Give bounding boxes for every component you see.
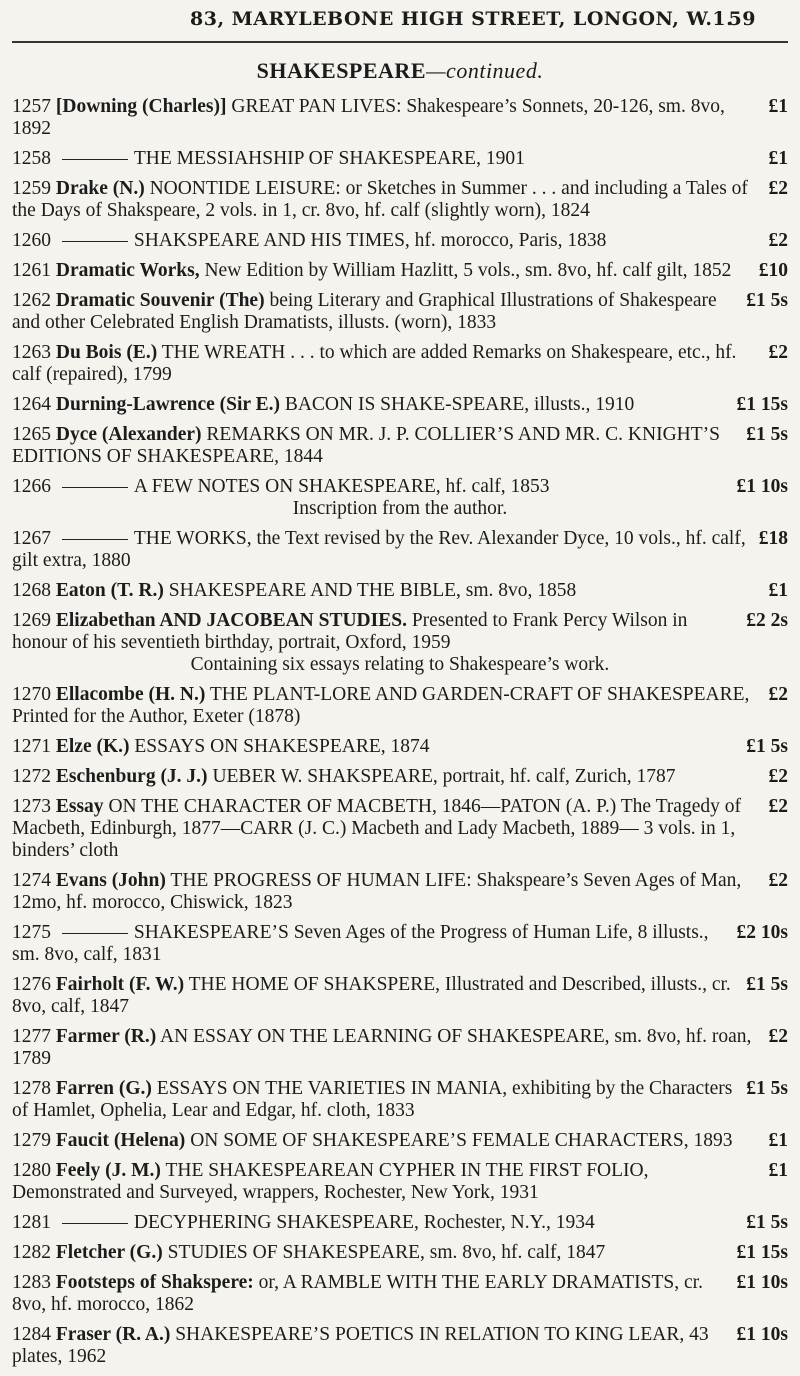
list-item — [12, 974, 788, 1018]
list-item — [12, 260, 788, 282]
entry-price: £1 — [768, 148, 788, 169]
lot-number: 1261 — [12, 260, 51, 281]
entry-description: SHAKSPEARE AND HIS TIMES, hf. morocco, Paris, 1838 — [133, 230, 607, 251]
entry-list — [12, 96, 788, 1376]
lot-number: 1272 — [12, 766, 51, 787]
list-item — [12, 796, 788, 862]
entry-price: £2 — [768, 178, 788, 199]
lot-number: 1264 — [12, 394, 51, 415]
entry-price: £2 — [768, 870, 788, 891]
entry-price: £18 — [758, 528, 788, 549]
entry-author: Dyce (Alexander) — [55, 424, 202, 445]
section-continued: —continued. — [426, 58, 544, 83]
lot-number: 1278 — [12, 1078, 51, 1099]
entry-text — [12, 1212, 788, 1234]
entry-author: Evans (John) — [55, 870, 166, 891]
lot-number: 1260 — [12, 230, 51, 251]
lot-number: 1274 — [12, 870, 51, 891]
entry-price: £2 10s — [736, 922, 788, 943]
entry-text — [12, 796, 788, 862]
entry-author: Fraser (R. A.) — [55, 1324, 171, 1345]
lot-number: 1257 — [12, 96, 51, 117]
entry-description: ON SOME OF SHAKESPEARE’S FEMALE CHARACTERS, 1893 — [190, 1130, 733, 1151]
entry-author: Fairholt (F. W.) — [55, 974, 185, 995]
lot-number: 1280 — [12, 1160, 51, 1181]
entry-description: Presented to Frank Percy Wilson in honour of his seventieth birthday, portrait, Oxford, 1959 — [12, 610, 688, 653]
entry-price: £1 5s — [746, 290, 788, 311]
entry-description: SHAKESPEARE’S Seven Ages of the Progress of Human Life, 8 illusts., sm. 8vo, calf, 1831 — [12, 922, 709, 965]
entry-price: £2 — [768, 230, 788, 251]
lot-number: 1273 — [12, 796, 51, 817]
entry-description: THE HOME OF SHAKSPERE, Illustrated and Described, illusts., cr. 8vo, calf, 1847 — [12, 974, 731, 1017]
entry-author: Dramatic Souvenir (The) — [55, 290, 265, 311]
lot-number: 1271 — [12, 736, 51, 757]
entry-author: Footsteps of Shakspere: — [55, 1272, 254, 1293]
entry-price: £2 — [768, 684, 788, 705]
entry-text — [12, 580, 788, 602]
entry-description: A FEW NOTES ON SHAKESPEARE, hf. calf, 1853 — [133, 476, 550, 497]
entry-price: £2 — [768, 766, 788, 787]
entry-text — [12, 1130, 788, 1152]
lot-number: 1282 — [12, 1242, 51, 1263]
entry-author: Eaton (T. R.) — [55, 580, 164, 601]
section-title-text: SHAKESPEARE — [256, 58, 426, 83]
entry-description: THE PLANT-LORE AND GARDEN-CRAFT OF SHAKESPEARE, Printed for the Author, Exeter (1878) — [12, 684, 750, 727]
list-item — [12, 230, 788, 252]
entry-description: REMARKS ON MR. J. P. COLLIER’S AND MR. C. KNIGHT’S EDITIONS OF SHAKESPEARE, 1844 — [12, 424, 720, 467]
entry-price: £2 — [768, 342, 788, 363]
lot-number: 1270 — [12, 684, 51, 705]
entry-text — [12, 1026, 788, 1070]
list-item — [12, 922, 788, 966]
lot-number: 1283 — [12, 1272, 51, 1293]
entry-text — [12, 610, 788, 654]
list-item — [12, 766, 788, 788]
entry-text — [12, 736, 788, 758]
list-item — [12, 1272, 788, 1316]
entry-text — [12, 342, 788, 386]
section-title — [0, 58, 800, 84]
entry-description: SHAKESPEARE’S POETICS IN RELATION TO KING LEAR, 43 plates, 1962 — [12, 1324, 709, 1367]
entry-author: Du Bois (E.) — [55, 342, 158, 363]
entry-price: £1 10s — [736, 1324, 788, 1345]
entry-price: £1 15s — [736, 1242, 788, 1263]
entry-price: £1 — [768, 580, 788, 601]
lot-number: 1269 — [12, 610, 51, 631]
entry-text — [12, 766, 788, 788]
entry-text — [12, 974, 788, 1018]
entry-note: Containing six essays relating to Shakespeare’s work. — [190, 654, 610, 675]
entry-text — [12, 96, 788, 140]
shop-address: 83, MARYLEBONE HIGH STREET, LONGON, W.1. — [190, 8, 734, 30]
lot-number: 1266 — [12, 476, 51, 497]
entry-text — [12, 684, 788, 728]
ditto-rule — [62, 241, 128, 242]
entry-author: Drake (N.) — [55, 178, 145, 199]
lot-number: 1265 — [12, 424, 51, 445]
entry-description: or, A RAMBLE WITH THE EARLY DRAMATISTS, cr. 8vo, hf. morocco, 1862 — [12, 1272, 703, 1315]
list-item — [12, 610, 788, 676]
entry-author: Farmer (R.) — [55, 1026, 157, 1047]
list-item — [12, 1130, 788, 1152]
entry-author: Eschenburg (J. J.) — [55, 766, 208, 787]
list-item — [12, 1212, 788, 1234]
entry-description: AN ESSAY ON THE LEARNING OF SHAKESPEARE, sm. 8vo, hf. roan, 1789 — [12, 1026, 752, 1069]
running-head — [0, 6, 800, 34]
entry-description: STUDIES OF SHAKESPEARE, sm. 8vo, hf. calf, 1847 — [167, 1242, 606, 1263]
entry-description: THE MESSIAHSHIP OF SHAKESPEARE, 1901 — [133, 148, 525, 169]
list-item — [12, 148, 788, 170]
ditto-rule — [62, 159, 128, 160]
entry-text — [12, 1160, 788, 1204]
list-item — [12, 1242, 788, 1264]
lot-number: 1275 — [12, 922, 51, 943]
entry-author: Durning-Lawrence (Sir E.) — [55, 394, 280, 415]
entry-description: DECYPHERING SHAKESPEARE, Rochester, N.Y., 1934 — [133, 1212, 595, 1233]
ditto-rule — [62, 539, 128, 540]
entry-author: Essay — [55, 796, 104, 817]
entry-description: THE PROGRESS OF HUMAN LIFE: Shakspeare’s Seven Ages of Man, 12mo, hf. morocco, Chiswick, 1823 — [12, 870, 742, 913]
entry-price: £10 — [758, 260, 788, 281]
ditto-rule — [62, 487, 128, 488]
entry-author: Fletcher (G.) — [55, 1242, 163, 1263]
entry-text — [12, 424, 788, 468]
entry-description: New Edition by William Hazlitt, 5 vols., sm. 8vo, hf. calf gilt, 1852 — [204, 260, 732, 281]
entry-description: being Literary and Graphical Illustrations of Shakespeare and other Celebrated English Dramatists, illusts. (worn), 1833 — [12, 290, 717, 333]
lot-number: 1284 — [12, 1324, 51, 1345]
entry-text — [12, 230, 788, 252]
entry-description: UEBER W. SHAKSPEARE, portrait, hf. calf, Zurich, 1787 — [212, 766, 676, 787]
entry-description: NOONTIDE LEISURE: or Sketches in Summer . . . and including a Tales of the Days of Shakspeare, 2 vols. in 1, cr. 8vo, hf. calf (slightly worn), 1824 — [12, 178, 748, 221]
list-item — [12, 1160, 788, 1204]
lot-number: 1281 — [12, 1212, 51, 1233]
lot-number: 1277 — [12, 1026, 51, 1047]
lot-number: 1262 — [12, 290, 51, 311]
lot-number: 1279 — [12, 1130, 51, 1151]
list-item — [12, 736, 788, 758]
list-item — [12, 1324, 788, 1368]
list-item — [12, 1026, 788, 1070]
entry-description: ON THE CHARACTER OF MACBETH, 1846—PATON (A. P.) The Tragedy of Macbeth, Edinburgh, 1877—CARR (J. C.) Macbeth and Lady Macbeth, 1889— 3 vols. in 1, binders’ cloth — [12, 796, 741, 861]
lot-number: 1258 — [12, 148, 51, 169]
entry-price: £2 — [768, 796, 788, 817]
entry-price: £1 5s — [746, 1212, 788, 1233]
list-item — [12, 870, 788, 914]
entry-text — [12, 476, 788, 498]
list-item — [12, 1078, 788, 1122]
entry-price: £2 2s — [746, 610, 788, 631]
entry-description: ESSAYS ON SHAKESPEARE, 1874 — [134, 736, 430, 757]
list-item — [12, 528, 788, 572]
list-item — [12, 96, 788, 140]
entry-price: £2 — [768, 1026, 788, 1047]
entry-description: BACON IS SHAKE-SPEARE, illusts., 1910 — [284, 394, 635, 415]
list-item — [12, 476, 788, 520]
entry-text — [12, 1242, 788, 1264]
list-item — [12, 342, 788, 386]
lot-number: 1268 — [12, 580, 51, 601]
lot-number: 1276 — [12, 974, 51, 995]
entry-text — [12, 290, 788, 334]
entry-description: THE WORKS, the Text revised by the Rev. Alexander Dyce, 10 vols., hf. calf, gilt extra, 1880 — [12, 528, 746, 571]
entry-text — [12, 148, 788, 170]
entry-price: £1 5s — [746, 424, 788, 445]
entry-author: Farren (G.) — [55, 1078, 152, 1099]
list-item — [12, 178, 788, 222]
entry-author: Faucit (Helena) — [55, 1130, 186, 1151]
list-item — [12, 290, 788, 334]
ditto-rule — [62, 933, 128, 934]
entry-author: Ellacombe (H. N.) — [55, 684, 206, 705]
entry-text — [12, 394, 788, 416]
entry-text — [12, 1272, 788, 1316]
entry-text — [12, 1324, 788, 1368]
entry-description: THE SHAKESPEAREAN CYPHER IN THE FIRST FOLIO, Demonstrated and Surveyed, wrappers, Rochester, New York, 1931 — [12, 1160, 649, 1203]
list-item — [12, 684, 788, 728]
entry-price: £1 15s — [736, 394, 788, 415]
entry-note: Inscription from the author. — [292, 498, 508, 519]
entry-price: £1 5s — [746, 736, 788, 757]
entry-price: £1 5s — [746, 974, 788, 995]
entry-text — [12, 870, 788, 914]
entry-text — [12, 1078, 788, 1122]
header-rule — [12, 41, 788, 43]
entry-text — [12, 922, 788, 966]
entry-author: Elizabethan AND JACOBEAN STUDIES. — [55, 610, 407, 631]
entry-price: £1 — [768, 1160, 788, 1181]
entry-text — [12, 528, 788, 572]
lot-number: 1259 — [12, 178, 51, 199]
entry-price: £1 — [768, 1130, 788, 1151]
entry-text — [12, 260, 788, 282]
entry-author: [Downing (Charles)] — [55, 96, 227, 117]
entry-price: £1 10s — [736, 476, 788, 497]
entry-price: £1 5s — [746, 1078, 788, 1099]
entry-author: Elze (K.) — [55, 736, 130, 757]
entry-text — [12, 178, 788, 222]
entry-description: ESSAYS ON THE VARIETIES IN MANIA, exhibiting by the Characters of Hamlet, Ophelia, Lear and Edgar, hf. cloth, 1833 — [12, 1078, 733, 1121]
entry-description: THE WREATH . . . to which are added Remarks on Shakespeare, etc., hf. calf (repaired), 1799 — [12, 342, 737, 385]
lot-number: 1267 — [12, 528, 51, 549]
entry-description: GREAT PAN LIVES: Shakespeare’s Sonnets, 20-126, sm. 8vo, 1892 — [12, 96, 725, 139]
entry-price: £1 — [768, 96, 788, 117]
list-item — [12, 394, 788, 416]
ditto-rule — [62, 1223, 128, 1224]
entry-author: Dramatic Works, — [55, 260, 200, 281]
entry-description: SHAKESPEARE AND THE BIBLE, sm. 8vo, 1858 — [168, 580, 577, 601]
list-item — [12, 580, 788, 602]
entry-author: Feely (J. M.) — [55, 1160, 161, 1181]
page-number: 59 — [728, 8, 756, 30]
list-item — [12, 424, 788, 468]
lot-number: 1263 — [12, 342, 51, 363]
entry-price: £1 10s — [736, 1272, 788, 1293]
